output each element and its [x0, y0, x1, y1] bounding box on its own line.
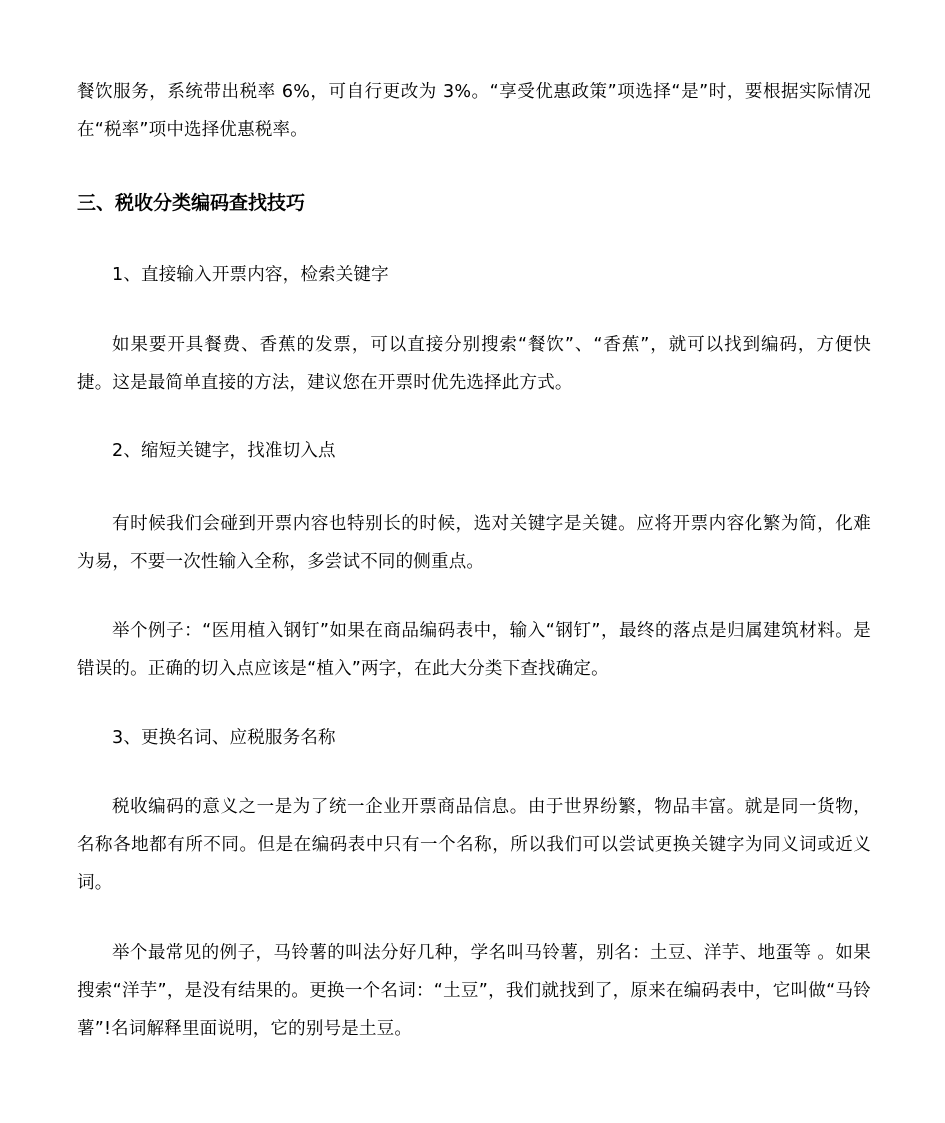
section-heading: 三、税收分类编码查找技巧 [77, 192, 306, 214]
tip1-body: 如果要开具餐费、香蕉的发票，可以直接分别搜索“餐饮”、“香蕉”，就可以找到编码，方便快捷。这是最简单直接的方法，建议您在开票时优先选择此方式。 [77, 335, 871, 393]
tip1-title: 1、直接输入开票内容，检索关键字 [112, 265, 389, 285]
tip2-title: 2、缩短关键字，找准切入点 [112, 441, 336, 461]
tip2-body: 有时候我们会碰到开票内容也特别长的时候，选对关键字是关键。应将开票内容化繁为简，化难为易，不要一次性输入全称，多尝试不同的侧重点。 [77, 514, 871, 572]
tip3-body: 税收编码的意义之一是为了统一企业开票商品信息。由于世界纷繁，物品丰富。就是同一货物，名称各地都有所不同。但是在编码表中只有一个名称，所以我们可以尝试更换关键字为同义词或近义词。 [77, 797, 871, 893]
tip3-title: 3、更换名词、应税服务名称 [112, 728, 336, 748]
tip3-example: 举个最常见的例子，马铃薯的叫法分好几种，学名叫马铃薯，别名：土豆、洋芋、地蛋等 。如果搜索“洋芋”，是没有结果的。更换一个名词：“土豆”，我们就找到了，原来在编码表中，它叫做“马铃薯”!名词解释里面说明，它的别号是土豆。 [77, 943, 871, 1039]
tip2-example: 举个例子：“医用植入钢钉”如果在商品编码表中，输入“钢钉”，最终的落点是归属建筑材料。是错误的。正确的切入点应该是“植入”两字，在此大分类下查找确定。 [77, 621, 871, 679]
intro-paragraph: 餐饮服务，系统带出税率 6%，可自行更改为 3%。“享受优惠政策”项选择“是”时，要根据实际情况在“税率”项中选择优惠税率。 [77, 82, 871, 140]
